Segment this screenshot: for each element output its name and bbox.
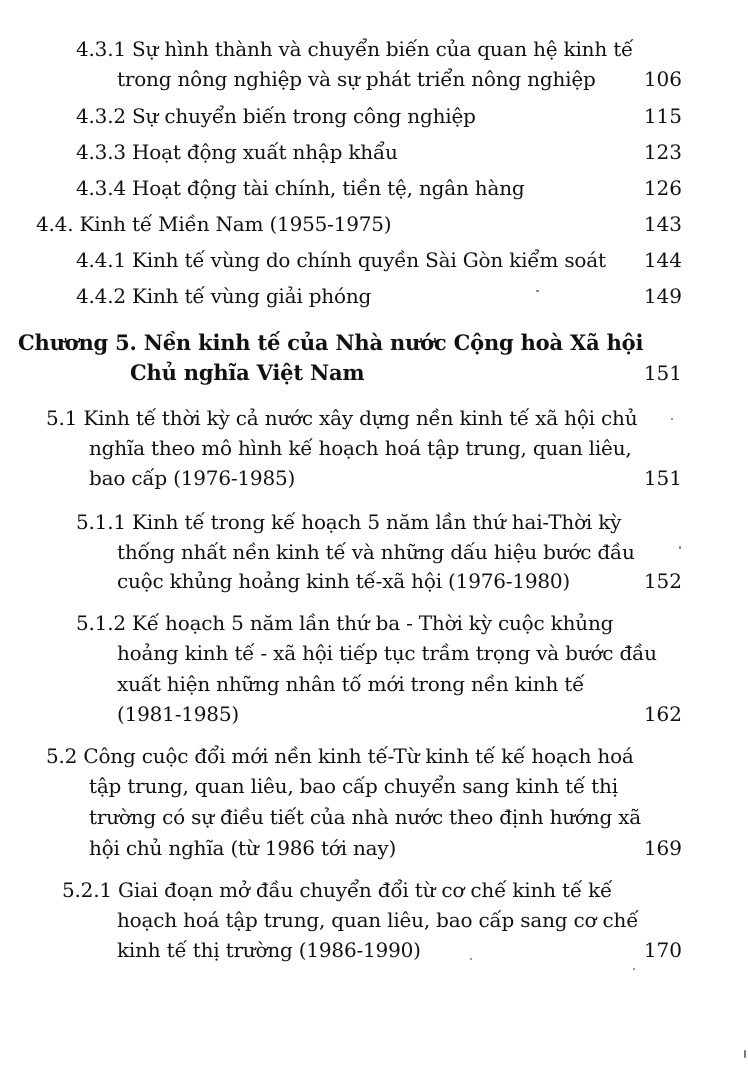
toc-entry-5-1-line-2: nghĩa theo mô hình kế hoạch hoá tập trung, quan liêu,: [89, 436, 632, 460]
toc-entry-5-1-1-page: 152: [643, 569, 682, 593]
toc-entry-4-3-3-title: 4.3.3 Hoạt động xuất nhập khẩu: [76, 140, 398, 164]
toc-entry-5-2-page: 169: [643, 836, 682, 860]
toc-entry-4-3-1-line-1: 4.3.1 Sự hình thành và chuyển biến của quan hệ kinh tế: [76, 37, 634, 61]
toc-entry-4-4-1-page: 144: [643, 248, 682, 272]
toc-entry-5-2-line-4: hội chủ nghĩa (từ 1986 tới nay): [89, 836, 397, 860]
scan-speck: [633, 968, 635, 970]
toc-entry-5-1-2-line-2: hoảng kinh tế - xã hội tiếp tục trầm trọng và bước đầu: [117, 641, 657, 665]
scan-speck: [671, 418, 673, 420]
toc-entry-4-3-1-line-2: trong nông nghiệp và sự phát triển nông nghiệp: [117, 67, 596, 91]
toc-entry-5-1-line-3: bao cấp (1976-1985): [89, 466, 296, 490]
chapter-5-heading-line-1: Chương 5. Nền kinh tế của Nhà nước Cộng hoà Xã hội: [18, 330, 644, 355]
toc-entry-5-1-2-page: 162: [643, 702, 682, 726]
toc-entry-4-4-2-title: 4.4.2 Kinh tế vùng giải phóng: [76, 284, 372, 308]
toc-entry-4-4-page: 143: [643, 212, 682, 236]
toc-entry-5-2-1-page: 170: [643, 938, 682, 962]
toc-entry-5-1-1-line-1: 5.1.1 Kinh tế trong kế hoạch 5 năm lần thứ hai-Thời kỳ: [76, 510, 622, 534]
scan-speck: [470, 958, 472, 960]
toc-entry-5-1-1-line-2: thống nhất nền kinh tế và những dấu hiệu bước đầu: [117, 540, 635, 564]
toc-entry-4-3-2-page: 115: [643, 104, 682, 128]
toc-entry-4-3-2-title: 4.3.2 Sự chuyển biến trong công nghiệp: [76, 104, 476, 128]
toc-entry-4-3-4-title: 4.3.4 Hoạt động tài chính, tiền tệ, ngân hàng: [76, 176, 525, 200]
scan-speck: [536, 290, 539, 292]
toc-entry-5-1-1-line-3: cuộc khủng hoảng kinh tế-xã hội (1976-1980): [117, 569, 571, 593]
toc-entry-5-1-2-line-4: (1981-1985): [117, 702, 239, 726]
toc-entry-5-2-1-line-3: kinh tế thị trường (1986-1990): [117, 938, 421, 962]
toc-entry-5-1-line-1: 5.1 Kinh tế thời kỳ cả nước xây dựng nền kinh tế xã hội chủ: [46, 406, 638, 430]
chapter-5-page: 151: [643, 361, 682, 385]
toc-entry-5-2-line-1: 5.2 Công cuộc đổi mới nền kinh tế-Từ kinh tế kế hoạch hoá: [46, 744, 634, 768]
scan-speck: [744, 1050, 746, 1058]
toc-entry-4-3-1-page: 106: [643, 67, 682, 91]
toc-entry-4-3-4-page: 126: [643, 176, 682, 200]
toc-entry-4-4-1-title: 4.4.1 Kinh tế vùng do chính quyền Sài Gòn kiểm soát: [76, 248, 606, 272]
toc-entry-5-1-2-line-1: 5.1.2 Kế hoạch 5 năm lần thứ ba - Thời kỳ cuộc khủng: [76, 611, 614, 635]
toc-entry-4-4-2-page: 149: [643, 284, 682, 308]
toc-entry-5-2-line-2: tập trung, quan liêu, bao cấp chuyển sang kinh tế thị: [89, 774, 618, 798]
toc-entry-5-2-1-line-1: 5.2.1 Giai đoạn mở đầu chuyển đổi từ cơ chế kinh tế kế: [62, 878, 613, 902]
toc-entry-5-2-line-3: trường có sự điều tiết của nhà nước theo định hướng xã: [89, 805, 642, 829]
toc-entry-5-2-1-line-2: hoạch hoá tập trung, quan liêu, bao cấp sang cơ chế: [117, 908, 639, 932]
toc-entry-5-1-page: 151: [643, 466, 682, 490]
chapter-5-heading-line-2: Chủ nghĩa Việt Nam: [130, 360, 365, 385]
scan-speck: [679, 546, 681, 549]
toc-entry-4-3-3-page: 123: [643, 140, 682, 164]
toc-entry-5-1-2-line-3: xuất hiện những nhân tố mới trong nền kinh tế: [117, 672, 585, 696]
toc-entry-4-4-title: 4.4. Kinh tế Miền Nam (1955-1975): [36, 212, 392, 236]
